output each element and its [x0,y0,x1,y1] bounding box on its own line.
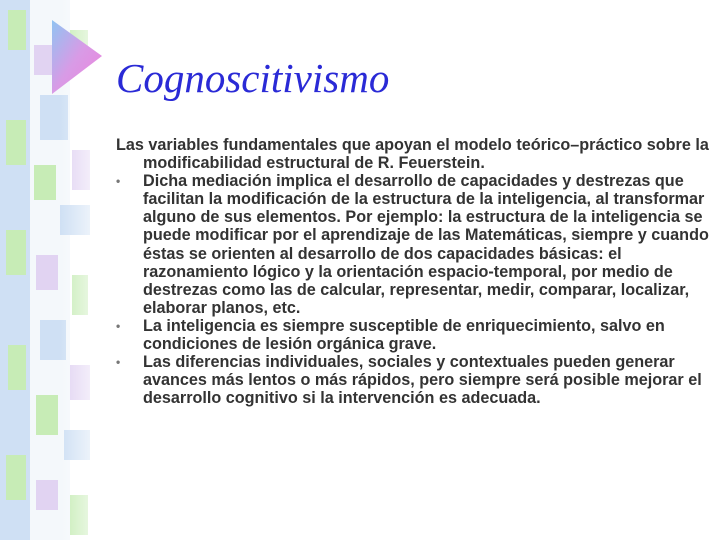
triangle-logo-icon [52,18,104,96]
bullet-icon: • [116,174,121,189]
bullet-item [116,317,710,353]
bullet-text: Las diferencias individuales, sociales y contextuales pueden generar avances más lentos o más rápidos, pero siempre será posible mejorar el desarrollo cognitivo si la intervención es adecuada. [143,353,702,408]
bullet-icon: • [116,355,121,370]
slide-body [116,136,710,407]
bullet-icon: • [116,318,121,333]
bullet-list [116,172,710,407]
bullet-text: La inteligencia es siempre susceptible de enriquecimiento, salvo en condiciones de lesión orgánica grave. [143,316,665,354]
intro-paragraph: Las variables fundamentales que apoyan el modelo teórico–práctico sobre la modificabilidad estructural de R. Feuerstein. [116,136,709,173]
slide-title: Cognoscitivismo [116,55,390,101]
bullet-item [116,172,710,317]
bullet-item [116,353,710,407]
bullet-text: Dicha mediación implica el desarrollo de capacidades y destrezas que facilitan la modificación de la estructura de la inteligencia, al transformar alguno de sus elementos. Por ejemplo: la estructura de la inteligencia se puede modificar por el aprendizaje de las Matemáticas, siempre y cuando éstas se orienten al desarrollo de dos capacidades básicas: el razonamiento lógico y la orientación espacio-temporal, por medio de destrezas como las de calcular, representar, medir, comparar, localizar, elaborar planos, etc. [143,172,709,317]
